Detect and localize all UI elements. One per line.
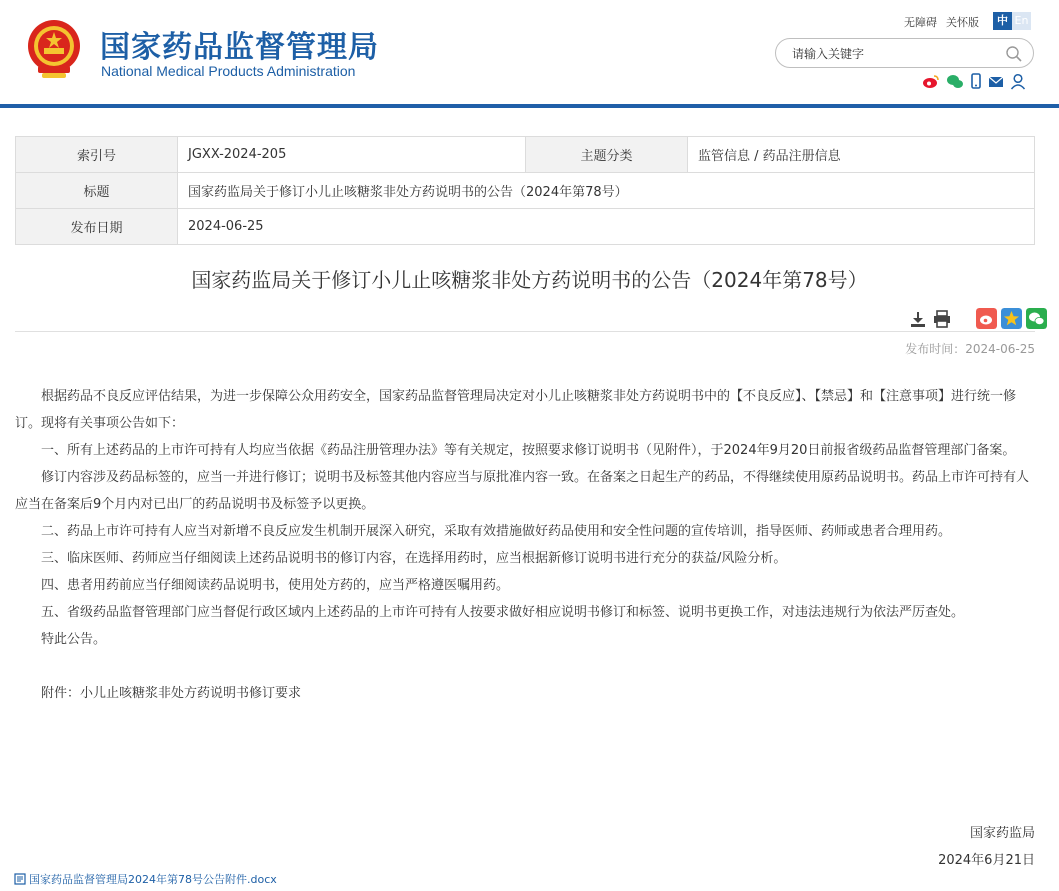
- search-icon[interactable]: [1005, 45, 1023, 63]
- paragraph: 四、患者用药前应当仔细阅读药品说明书，使用处方药的，应当严格遵医嘱用药。: [41, 578, 510, 593]
- top-links: [904, 14, 979, 30]
- weibo-icon[interactable]: [922, 73, 940, 90]
- signature-date: 2024年6月21日: [938, 853, 1035, 868]
- index-label: 索引号: [16, 137, 178, 173]
- date-value: 2024-06-25: [178, 209, 1035, 245]
- publish-time: 发布时间：2024-06-25: [905, 342, 1035, 356]
- share-qzone-icon[interactable]: [1001, 308, 1022, 329]
- table-row: [16, 137, 1035, 173]
- title-label: 标题: [16, 173, 178, 209]
- header-divider: [0, 104, 1059, 108]
- lang-en-button[interactable]: En: [1012, 12, 1031, 30]
- site-name-en[interactable]: National Medical Products Administration: [101, 63, 356, 79]
- category-value: 监管信息 / 药品注册信息: [688, 137, 1035, 173]
- national-emblem-icon[interactable]: [24, 18, 84, 80]
- lang-zh-button[interactable]: 中: [993, 12, 1012, 30]
- site-header: [0, 0, 1059, 106]
- attachment-note: 附件：小儿止咳糖浆非处方药说明书修订要求: [41, 686, 302, 701]
- mail-icon[interactable]: [988, 73, 1004, 90]
- paragraph: 特此公告。: [41, 632, 107, 647]
- print-icon[interactable]: [932, 309, 952, 329]
- paragraph: 二、药品上市许可持有人应当对新增不良反应发生机制开展深入研究，采取有效措施做好药品使用和安全性问题的宣传培训，指导医师、药师或患者合理用药。: [41, 524, 952, 539]
- attachment-link[interactable]: [14, 871, 277, 887]
- share-wechat-icon[interactable]: [1026, 308, 1047, 329]
- table-row: [16, 173, 1035, 209]
- signature: [938, 820, 1035, 874]
- article-info-table: [15, 136, 1035, 245]
- category-label: 主题分类: [526, 137, 688, 173]
- article-title: 国家药监局关于修订小儿止咳糖浆非处方药说明书的公告（2024年第78号）: [191, 268, 868, 292]
- user-icon[interactable]: [1010, 73, 1026, 90]
- article-body: [15, 383, 1037, 707]
- language-switch: [993, 12, 1031, 30]
- care-mode-link[interactable]: 关怀版: [946, 16, 979, 29]
- search-input[interactable]: [792, 44, 992, 63]
- site-name-cn[interactable]: 国家药品监督管理局: [100, 30, 379, 65]
- document-icon: [14, 873, 26, 885]
- paragraph: 一、所有上述药品的上市许可持有人均应当依据《药品注册管理办法》等有关规定，按照要求修订说明书（见附件），于2024年9月20日前报省级药品监督管理部门备案。: [41, 443, 1016, 458]
- table-row: [16, 209, 1035, 245]
- date-label: 发布日期: [16, 209, 178, 245]
- download-icon[interactable]: [908, 309, 928, 329]
- attachment-link-text[interactable]: 国家药品监督管理局2024年第78号公告附件.docx: [29, 873, 277, 886]
- social-links: [922, 73, 1026, 90]
- mobile-icon[interactable]: [970, 73, 982, 90]
- signature-org: 国家药监局: [969, 826, 1035, 841]
- wechat-icon[interactable]: [946, 73, 964, 90]
- tools-divider: [15, 331, 1035, 332]
- paragraph: 修订内容涉及药品标签的，应当一并进行修订；说明书及标签其他内容应当与原批准内容一致。在备案之日起生产的药品，不得继续使用原药品说明书。药品上市许可持有人应当在备案后9个月内对已出厂的药品说明书及标签予以更换。: [15, 470, 1030, 512]
- index-value: JGXX-2024-205: [178, 137, 526, 173]
- title-value: 国家药监局关于修订小儿止咳糖浆非处方药说明书的公告（2024年第78号）: [178, 173, 1035, 209]
- paragraph: 五、省级药品监督管理部门应当督促行政区域内上述药品的上市许可持有人按要求做好相应说明书修订和标签、说明书更换工作，对违法违规行为依法严厉查处。: [41, 605, 965, 620]
- share-weibo-icon[interactable]: [976, 308, 997, 329]
- article-tools: [908, 308, 1047, 329]
- paragraph: 三、临床医师、药师应当仔细阅读上述药品说明书的修订内容，在选择用药时，应当根据新修订说明书进行充分的获益/风险分析。: [41, 551, 787, 566]
- accessibility-link[interactable]: 无障碍: [904, 16, 937, 29]
- paragraph: 根据药品不良反应评估结果，为进一步保障公众用药安全，国家药品监督管理局决定对小儿止咳糖浆非处方药说明书中的【不良反应】、【禁忌】和【注意事项】进行统一修订。现将有关事项公告如下：: [15, 389, 1017, 431]
- search-box: [775, 38, 1034, 68]
